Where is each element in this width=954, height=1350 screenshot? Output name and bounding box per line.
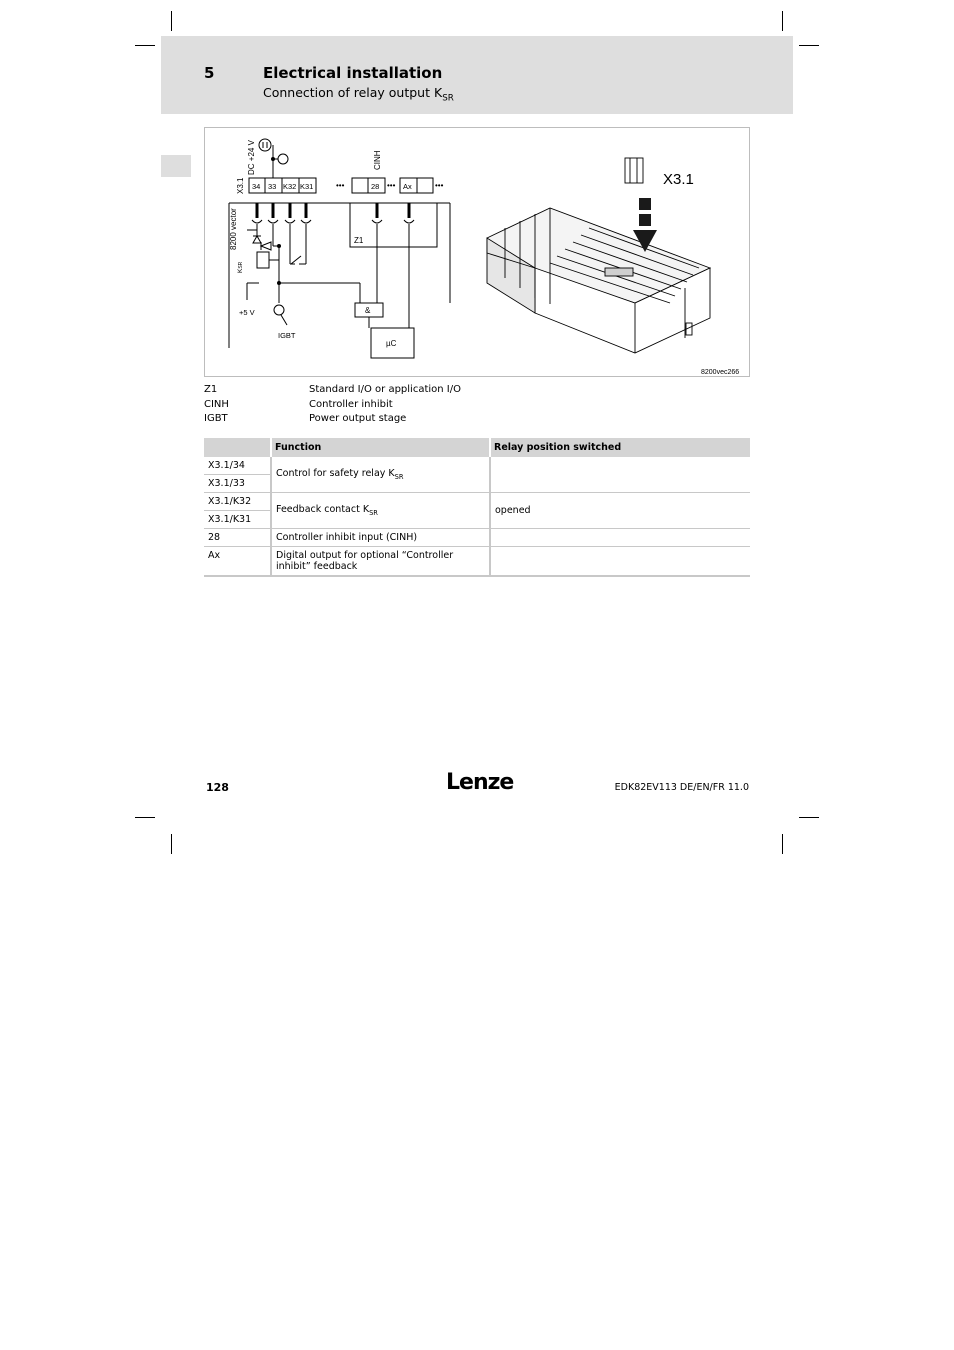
document-id: EDK82EV113 DE/EN/FR 11.0 <box>614 782 749 793</box>
terminal-ax: Ax <box>403 182 412 191</box>
legend-row: Z1 Standard I/O or application I/O <box>204 384 461 395</box>
crop-mark <box>135 45 155 46</box>
table-row <box>204 493 750 511</box>
device-label: 8200 vector <box>229 208 238 250</box>
function-cell: Feedback contact $K_{SR}$ <box>271 493 490 529</box>
header-band <box>161 36 793 114</box>
terminal-33: 33 <box>268 182 277 191</box>
table-row <box>204 529 750 547</box>
function-cell: Control for safety relay $K_{SR}$ <box>271 457 490 493</box>
terminal-cell: X3.1/34 <box>204 457 271 475</box>
and-label: & <box>365 306 371 315</box>
crop-mark <box>171 11 172 31</box>
function-cell: Digital output for optional “Controller inhibit” feedback <box>271 547 490 577</box>
crop-mark <box>171 834 172 854</box>
relay-cell <box>490 529 750 547</box>
terminal-cell: Ax <box>204 547 271 577</box>
relay-cell <box>490 457 750 493</box>
relay-label: KSR <box>237 261 244 273</box>
header-relay-position: Relay position switched <box>490 438 750 457</box>
terminal-28: 28 <box>371 182 380 191</box>
header-terminal <box>204 438 271 457</box>
header-function: Function <box>271 438 490 457</box>
legend-row: CINH Controller inhibit <box>204 398 393 410</box>
section-title: Connection of relay output $K_{SR}$ <box>263 85 454 104</box>
terminal-cell: X3.1/K31 <box>204 511 271 529</box>
terminal-k31: K31 <box>300 182 314 191</box>
igbt-symbol <box>274 305 284 315</box>
crop-mark <box>782 11 783 31</box>
crop-mark <box>799 45 819 46</box>
wiring-diagram <box>205 128 751 378</box>
terminal-34: 34 <box>252 182 261 191</box>
uc-label: µC <box>386 339 397 348</box>
relay-cell: opened <box>490 493 750 529</box>
z1-label: Z1 <box>354 236 364 245</box>
table-row <box>204 547 750 577</box>
table-header-row <box>204 438 750 457</box>
cinh-label: CINH <box>373 150 382 170</box>
terminal-cell: X3.1/K32 <box>204 493 271 511</box>
crop-mark <box>135 817 155 818</box>
terminal-cell: 28 <box>204 529 271 547</box>
plus5v-label: +5 V <box>239 308 255 317</box>
relay-cell <box>490 547 750 577</box>
crop-mark <box>799 817 819 818</box>
figure-id: 8200vec266 <box>701 369 740 376</box>
connector-label: X3.1 <box>663 171 694 188</box>
legend <box>204 383 461 427</box>
wiring-figure <box>204 127 750 377</box>
terminal-cell: X3.1/33 <box>204 475 271 493</box>
dots: ••• <box>435 181 444 190</box>
dots: ••• <box>387 181 396 190</box>
supply-label: DC +24 V <box>247 140 256 175</box>
crop-mark <box>782 834 783 854</box>
supply-symbol <box>259 139 271 151</box>
table-row <box>204 457 750 475</box>
terminal-strip-label: X3.1 <box>236 177 245 194</box>
chapter-number: 5 <box>204 64 215 82</box>
terminal-k32: K32 <box>283 182 297 191</box>
ground-symbol <box>278 154 288 164</box>
function-cell: Controller inhibit input (CINH) <box>271 529 490 547</box>
legend-row: IGBT Power output stage <box>204 413 407 424</box>
dots: ••• <box>336 181 345 190</box>
chapter-title: Electrical installation <box>263 64 443 82</box>
side-tab <box>161 155 191 177</box>
igbt-label: IGBT <box>278 331 296 340</box>
page-number: 128 <box>206 781 229 794</box>
relay-coil <box>257 252 269 268</box>
lenze-logo: Lenze <box>446 770 514 795</box>
function-table <box>204 438 750 577</box>
